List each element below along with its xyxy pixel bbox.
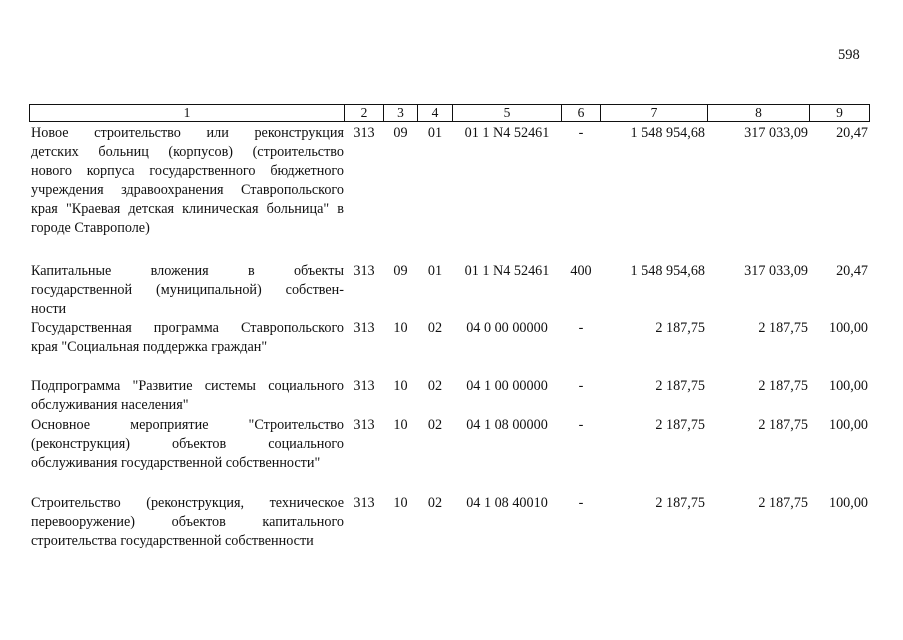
cell-ministry: 313 [353,417,375,433]
cell-planned: 2 187,75 [655,320,705,336]
cell-actual: 317 033,09 [744,125,808,141]
row-name-line: городе Ставрополе) [31,220,150,236]
cell-percent: 20,47 [836,263,868,279]
cell-subsection: 02 [427,495,443,511]
column-header-2: 2 [345,105,384,122]
row-name-line: обслуживания государственной собственности" [31,455,321,471]
row-name [31,319,344,357]
cell-actual: 2 187,75 [758,495,808,511]
row-name-line: перевооружение) объектов капитального [31,514,344,530]
column-header-1: 1 [30,105,345,122]
row-name [31,416,344,473]
row-name-line: (реконструкция) объектов социального [31,436,344,452]
page-number: 598 [838,47,860,63]
cell-target-code: 04 1 00 00000 [466,378,548,394]
column-header-7: 7 [601,105,708,122]
cell-planned: 1 548 954,68 [630,263,705,279]
cell-ministry: 313 [353,125,375,141]
cell-subsection: 01 [427,125,443,141]
column-header-4: 4 [418,105,453,122]
cell-target-code: 04 0 00 00000 [466,320,548,336]
cell-subsection: 02 [427,417,443,433]
row-name-line: обслуживания населения" [31,397,189,413]
row-name-line: Государственная программа Ставропольского [31,320,344,336]
cell-ministry: 313 [353,320,375,336]
cell-target-code: 04 1 08 40010 [466,495,548,511]
row-name [31,262,344,319]
cell-percent: 100,00 [828,495,868,511]
cell-expense-type: - [578,417,584,433]
column-header-5: 5 [453,105,562,122]
cell-percent: 20,47 [836,125,868,141]
row-name-line: края "Социальная поддержка граждан" [31,339,268,355]
cell-section: 10 [393,378,408,394]
row-name-line: Новое строительство или реконструкция [31,125,344,141]
row-name [31,494,344,551]
cell-target-code: 04 1 08 00000 [466,417,548,433]
column-header-6: 6 [562,105,601,122]
row-name-line: Строительство (реконструкция, техническое [31,495,344,511]
cell-section: 10 [393,320,408,336]
cell-section: 09 [393,125,408,141]
cell-expense-type: - [578,378,584,394]
cell-subsection: 02 [427,320,443,336]
row-name-line: нового корпуса государственного бюджетного [31,163,344,179]
cell-actual: 2 187,75 [758,378,808,394]
cell-actual: 317 033,09 [744,263,808,279]
cell-section: 10 [393,495,408,511]
cell-subsection: 02 [427,378,443,394]
cell-actual: 2 187,75 [758,417,808,433]
cell-planned: 1 548 954,68 [630,125,705,141]
cell-section: 09 [393,263,408,279]
row-name-line: строительства государственной собственности [31,533,314,549]
row-name-line: детских больниц (корпусов) (строительство [31,144,344,160]
cell-expense-type: - [578,125,584,141]
cell-target-code: 01 1 N4 52461 [464,125,550,141]
cell-planned: 2 187,75 [655,417,705,433]
column-header-table [29,104,870,122]
row-name-line: Основное мероприятие "Строительство [31,417,344,433]
cell-ministry: 313 [353,495,375,511]
cell-percent: 100,00 [828,378,868,394]
cell-expense-type: - [578,320,584,336]
column-header-3: 3 [384,105,418,122]
cell-percent: 100,00 [828,320,868,336]
cell-percent: 100,00 [828,417,868,433]
cell-subsection: 01 [427,263,443,279]
column-header-9: 9 [810,105,870,122]
cell-expense-type: 400 [570,263,592,279]
row-name-line: Капитальные вложения в объекты [31,263,344,279]
row-name [31,377,344,415]
row-name-line: Подпрограмма "Развитие системы социального [31,378,344,394]
cell-ministry: 313 [353,378,375,394]
row-name-line: края "Краевая детская клиническая больница" в [31,201,344,217]
cell-actual: 2 187,75 [758,320,808,336]
cell-ministry: 313 [353,263,375,279]
row-name-line: государственной (муниципальной) собствен- [31,282,344,298]
row-name-line: учреждения здравоохранения Ставропольского [31,182,344,198]
cell-section: 10 [393,417,408,433]
cell-planned: 2 187,75 [655,378,705,394]
column-header-8: 8 [708,105,810,122]
row-name-line: ности [31,301,67,317]
cell-expense-type: - [578,495,584,511]
row-name [31,124,344,238]
cell-planned: 2 187,75 [655,495,705,511]
cell-target-code: 01 1 N4 52461 [464,263,550,279]
